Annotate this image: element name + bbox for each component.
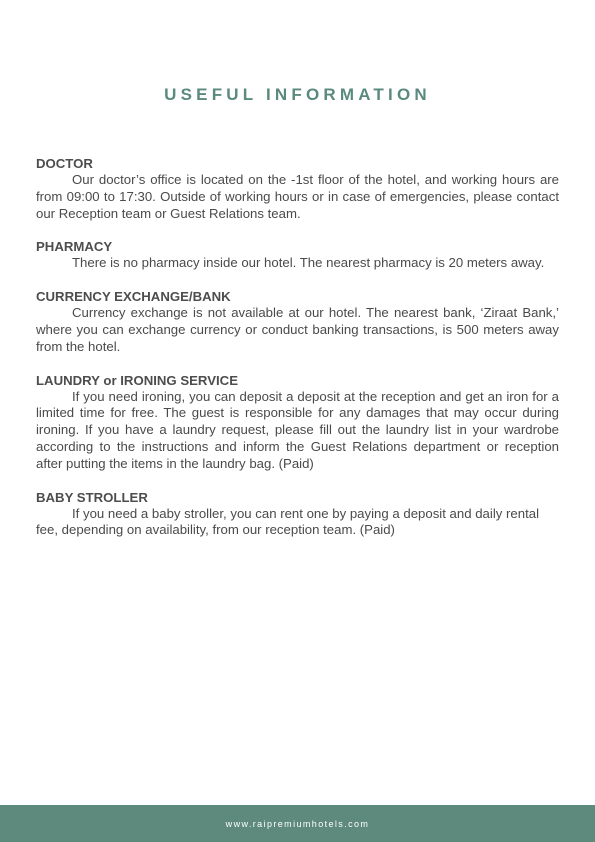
section-heading-laundry: LAUNDRY or IRONING SERVICE [36, 372, 238, 388]
section-body-pharmacy: There is no pharmacy inside our hotel. The nearest pharmacy is 20 meters away. [72, 255, 545, 271]
section-heading-pharmacy: PHARMACY [36, 239, 113, 255]
information-sections [36, 155, 559, 555]
section-heading-currency-exchange: CURRENCY EXCHANGE/BANK [36, 289, 231, 305]
section-body-laundry: If you need ironing, you can deposit a deposit at the reception and get an iron for a limited time for free. The guest is responsible for any damages that may occur during ironing. If you have a laundry request, please fill out the laundry list in your wardrobe according to the instructions and inform the Guest Relations department or reception after putting the items in the laundry bag. (Paid) [36, 388, 559, 471]
section-baby-stroller [36, 489, 559, 540]
section-doctor [36, 155, 559, 222]
section-pharmacy [36, 238, 559, 272]
section-heading-baby-stroller: BABY STROLLER [36, 489, 148, 505]
page-title: USEFUL INFORMATION [164, 85, 431, 104]
footer-bar [0, 805, 595, 842]
footer-website-link[interactable]: www.raipremiumhotels.com [225, 818, 370, 829]
section-body-baby-stroller: If you need a baby stroller, you can rent one by paying a deposit and daily rental fee, depending on availability, from our reception team. (Paid) [36, 505, 539, 538]
section-body-currency-exchange: Currency exchange is not available at our hotel. The nearest bank, ‘Ziraat Bank,’ where you can exchange currency or conduct banking transactions, is 500 meters away from the hotel. [36, 305, 559, 354]
section-laundry [36, 372, 559, 473]
section-currency-exchange [36, 288, 559, 355]
section-body-doctor: Our doctor’s office is located on the -1st floor of the hotel, and working hours are from 09:00 to 17:30. Outside of working hours or in case of emergencies, please contact our Reception team or Guest Relations team. [36, 172, 559, 221]
section-heading-doctor: DOCTOR [36, 156, 93, 171]
